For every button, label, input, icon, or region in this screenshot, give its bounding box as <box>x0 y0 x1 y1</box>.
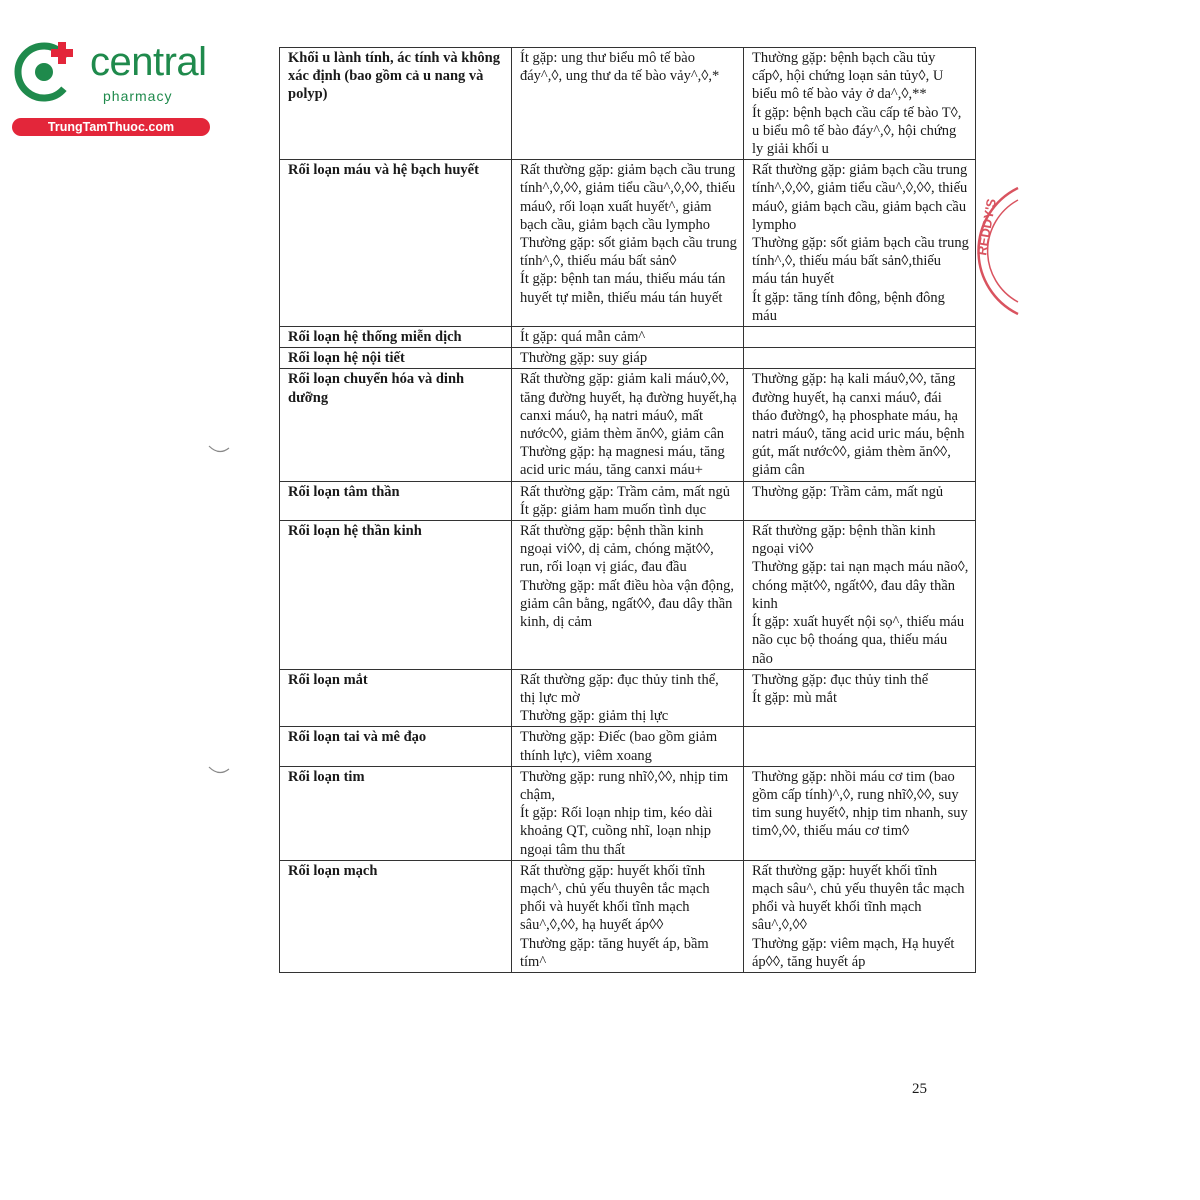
row-cell-a: Rất thường gặp: bệnh thần kinh ngoại vi◊◊, dị cảm, chóng mặt◊◊, run, rối loạn vị giác, đau đầu Thường gặp: mất điều hòa vận động, giảm cân bằng, ngất◊◊, đau dây thần kinh, dị cảm <box>512 521 744 670</box>
table-body <box>280 48 976 973</box>
table-row <box>280 521 976 670</box>
row-cell-a: Thường gặp: suy giáp <box>512 348 744 369</box>
page-number: 25 <box>912 1081 927 1097</box>
row-category: Khối u lành tính, ác tính và không xác định (bao gồm cả u nang và polyp) <box>280 48 512 160</box>
row-cell-a: Ít gặp: ung thư biểu mô tế bào đáy^,◊, ung thư da tế bào vảy^,◊,* <box>512 48 744 160</box>
central-pharmacy-logo <box>12 36 212 136</box>
pharmacy-cross-icon <box>12 36 82 106</box>
row-cell-b: Thường gặp: Trầm cảm, mất ngủ <box>744 481 976 520</box>
logo-banner: TrungTamThuoc.com <box>12 118 210 136</box>
row-cell-a: Thường gặp: Điếc (bao gồm giảm thính lực), viêm xoang <box>512 727 744 766</box>
table-row <box>280 160 976 327</box>
row-category: Rối loạn tim <box>280 766 512 860</box>
row-cell-a: Rất thường gặp: giảm bạch cầu trung tính^,◊,◊◊, giảm tiểu cầu^,◊,◊◊, thiếu máu◊, rối loạn xuất huyết^, giảm bạch cầu, giảm bạch cầu lympho Thường gặp: sốt giảm bạch cầu trung tính^,◊, thiếu máu bất sản◊ Ít gặp: bệnh tan máu, thiếu máu tán huyết tự miễn, thiếu máu tán huyết <box>512 160 744 327</box>
company-stamp <box>960 186 1020 316</box>
table-row <box>280 369 976 481</box>
row-cell-b: Rất thường gặp: bệnh thần kinh ngoại vi◊◊ Thường gặp: tai nạn mạch máu não◊, chóng mặt◊◊, ngất◊◊, đau dây thần kinh Ít gặp: xuất huyết nội sọ^, thiếu máu não cục bộ thoáng qua, thiếu máu não <box>744 521 976 670</box>
row-category: Rối loạn chuyển hóa và dinh dưỡng <box>280 369 512 481</box>
row-cell-b: Thường gặp: hạ kali máu◊,◊◊, tăng đường huyết, hạ canxi máu◊, đái tháo đường◊, hạ phosphate máu, hạ natri máu◊, tăng acid uric máu, bệnh gút, mất nước◊◊, giảm thèm ăn◊◊, giảm cân <box>744 369 976 481</box>
row-cell-a: Rất thường gặp: đục thủy tinh thể, thị lực mờ Thường gặp: giảm thị lực <box>512 669 744 727</box>
row-category: Rối loạn tai và mê đạo <box>280 727 512 766</box>
row-cell-b <box>744 327 976 348</box>
row-cell-a: Rất thường gặp: giảm kali máu◊,◊◊, tăng đường huyết, hạ đường huyết,hạ canxi máu◊, hạ natri máu◊, mất nước◊◊, giảm thèm ăn◊◊, giảm cân Thường gặp: hạ magnesi máu, tăng acid uric máu, tăng canxi máu+ <box>512 369 744 481</box>
logo-subtitle: pharmacy <box>103 88 173 104</box>
row-cell-a: Ít gặp: quá mẫn cảm^ <box>512 327 744 348</box>
row-category: Rối loạn hệ thống miễn dịch <box>280 327 512 348</box>
adverse-reactions-table <box>279 47 976 973</box>
row-cell-b: Thường gặp: bệnh bạch cầu tủy cấp◊, hội chứng loạn sản tủy◊, U biểu mô tế bào vảy ở da^,◊,** Ít gặp: bệnh bạch cầu cấp tế bào T◊, u biểu mô tế bào đáy^,◊, hội chứng ly giải khối u <box>744 48 976 160</box>
row-cell-b <box>744 348 976 369</box>
row-cell-a: Thường gặp: rung nhĩ◊,◊◊, nhịp tim chậm, Ít gặp: Rối loạn nhịp tim, kéo dài khoảng QT, cuồng nhĩ, loạn nhịp ngoại tâm thu thất <box>512 766 744 860</box>
row-cell-b: Thường gặp: nhồi máu cơ tim (bao gồm cấp tính)^,◊, rung nhĩ◊,◊◊, suy tim sung huyết◊, nhịp tim nhanh, suy tim◊,◊◊, thiếu máu cơ tim◊ <box>744 766 976 860</box>
row-category: Rối loạn mạch <box>280 860 512 972</box>
row-category: Rối loạn máu và hệ bạch huyết <box>280 160 512 327</box>
row-category: Rối loạn hệ thần kinh <box>280 521 512 670</box>
logo-name: central <box>90 40 207 84</box>
row-cell-b: Rất thường gặp: huyết khối tĩnh mạch sâu^, chủ yếu thuyên tắc mạch phổi và huyết khối tĩnh mạch sâu^,◊,◊◊ Thường gặp: viêm mạch, Hạ huyết áp◊◊, tăng huyết áp <box>744 860 976 972</box>
table-row <box>280 348 976 369</box>
table-row <box>280 48 976 160</box>
table-row <box>280 669 976 727</box>
punch-hole-mark <box>208 444 230 454</box>
table-row <box>280 727 976 766</box>
table-row <box>280 327 976 348</box>
table-row <box>280 860 976 972</box>
punch-hole-mark <box>208 765 230 775</box>
row-category: Rối loạn mắt <box>280 669 512 727</box>
row-cell-a: Rất thường gặp: huyết khối tĩnh mạch^, chủ yếu thuyên tắc mạch phổi và huyết khối tĩnh mạch sâu^,◊,◊◊, hạ huyết áp◊◊ Thường gặp: tăng huyết áp, bầm tím^ <box>512 860 744 972</box>
row-category: Rối loạn hệ nội tiết <box>280 348 512 369</box>
table-row <box>280 766 976 860</box>
row-cell-b: Thường gặp: đục thủy tinh thể Ít gặp: mù mắt <box>744 669 976 727</box>
stamp-text: REDDY'S <box>974 197 999 257</box>
table-row <box>280 481 976 520</box>
row-cell-b <box>744 727 976 766</box>
row-cell-b: Rất thường gặp: giảm bạch cầu trung tính^,◊,◊◊, giảm tiểu cầu^,◊,◊◊, thiếu máu◊, giảm bạch cầu, giảm bạch cầu lympho Thường gặp: sốt giảm bạch cầu trung tính^,◊, thiếu máu bất sản◊,thiếu máu tán huyết Ít gặp: tăng tính đông, bệnh đông máu <box>744 160 976 327</box>
row-category: Rối loạn tâm thần <box>280 481 512 520</box>
row-cell-a: Rất thường gặp: Trầm cảm, mất ngủ Ít gặp: giảm ham muốn tình dục <box>512 481 744 520</box>
